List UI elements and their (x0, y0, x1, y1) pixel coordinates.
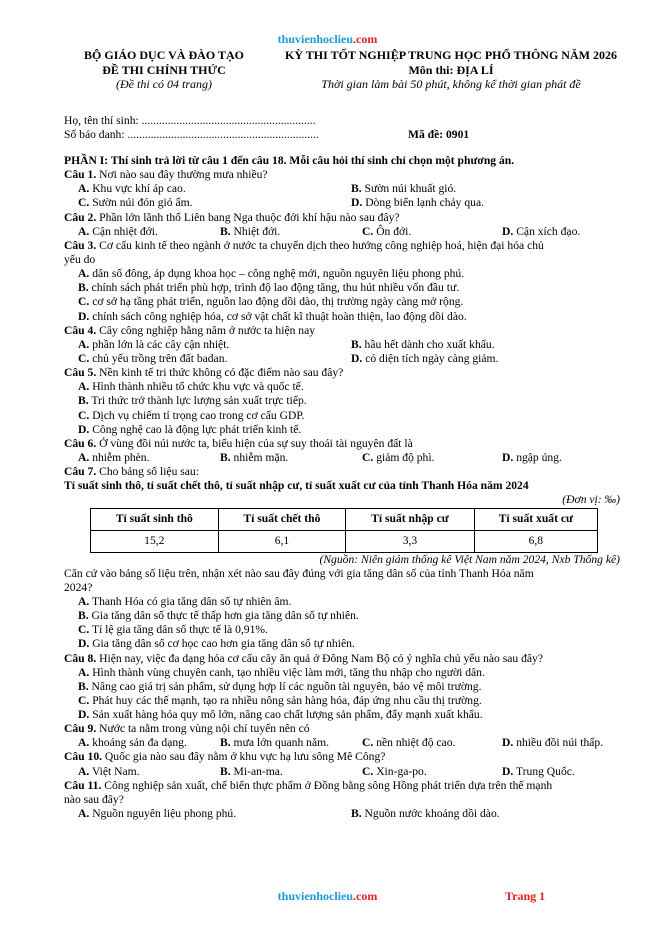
time-note: Thời gian làm bài 50 phút, không kể thời gian phát đề (321, 77, 581, 92)
candidate-name-field[interactable]: Họ, tên thí sinh: ............................................................ (64, 114, 316, 127)
option-text: Dịch vụ chiếm tỉ trọng cao trong cơ cấu GDP. (92, 408, 305, 422)
option-letter: A. (78, 450, 90, 464)
question-number: Câu 3. (64, 238, 97, 252)
question-number: Câu 1. (64, 168, 97, 182)
question-2 (64, 211, 624, 225)
option-letter: A. (78, 267, 90, 281)
option-letter: D. (78, 309, 90, 323)
options-q1-cd (64, 196, 624, 210)
table-source: (Nguồn: Niên giám thống kê Việt Nam năm 2024, Nxb Thống kê) (319, 552, 620, 566)
option-letter: D. (351, 351, 363, 365)
question-3 (64, 239, 624, 253)
option-text: Sườn núi khuất gió. (364, 182, 457, 196)
option-b[interactable] (64, 680, 624, 694)
option-text: Thanh Hóa có gia tăng dân số tự nhiên âm. (91, 594, 292, 608)
option-text: phần lớn là các cây cận nhiệt. (92, 337, 230, 351)
option-letter: C. (362, 450, 374, 464)
option-b[interactable] (64, 394, 624, 408)
question-prompt: Căn cứ vào bảng số liệu trên, nhận xét nào sau đây đúng với gia tăng dân số của tỉnh Thanh Hóa năm (64, 566, 534, 580)
options-q10 (64, 765, 624, 779)
option-letter: D. (502, 764, 514, 778)
question-text: Nước ta nằm trong vùng nội chí tuyến nên có (96, 722, 310, 736)
option-text: giảm độ phì. (376, 450, 435, 464)
question-text: Cho bảng số liệu sau: (96, 465, 199, 479)
question-number: Câu 9. (64, 722, 97, 736)
option-letter: A. (78, 182, 90, 196)
option-text: chính sách công nghiệp hóa, cơ sở vật chất kĩ thuật hoàn thiện, lao động dồi dào. (92, 309, 467, 323)
option-letter: B. (351, 182, 362, 196)
site-name: thuvienhoclieu (277, 32, 354, 46)
option-d[interactable] (64, 310, 624, 324)
candidate-id-field[interactable]: Số báo danh: .................................................................. (64, 128, 319, 141)
option-b[interactable] (64, 281, 624, 295)
options-q4-cd (64, 352, 624, 366)
table-header-cell: Tỉ suất nhập cư (346, 508, 474, 530)
option-text: có diện tích ngày càng giảm. (365, 351, 499, 365)
option-text: nhiễm mặn. (233, 450, 289, 464)
question-number: Câu 5. (64, 366, 97, 380)
ministry-header (64, 48, 264, 92)
option-text: Nguồn nguyên liệu phong phú. (92, 807, 237, 821)
question-11 (64, 779, 624, 793)
option-letter: B. (78, 394, 89, 408)
site-name: thuvienhoclieu (277, 889, 354, 903)
exam-body (64, 154, 624, 821)
option-d[interactable] (64, 708, 624, 722)
exam-subject: Môn thi: ĐỊA LÍ (408, 62, 494, 77)
option-text: Dòng biển lạnh chảy qua. (365, 196, 484, 210)
option-letter: B. (220, 224, 231, 238)
option-text: chủ yếu trồng trên đất badan. (92, 351, 228, 365)
option-letter: A. (78, 224, 90, 238)
option-d[interactable] (502, 225, 624, 239)
option-text: Nguồn nước khoáng dồi dào. (364, 807, 500, 821)
option-letter: D. (502, 224, 514, 238)
option-text: Hình thành nhiều tổ chức khu vực và quốc tế. (92, 380, 304, 394)
option-text: Phát huy các thế mạnh, tạo ra nhiều nông sản hàng hóa, đáp ứng nhu cầu thị trường. (92, 693, 482, 707)
option-letter: C. (362, 224, 374, 238)
option-text: mưa lớn quanh năm. (233, 736, 330, 750)
question-text-cont: nào sau đây? (64, 792, 124, 806)
option-a[interactable] (64, 380, 624, 394)
option-d[interactable] (502, 451, 624, 465)
option-a[interactable] (78, 338, 351, 352)
option-c[interactable] (64, 409, 624, 423)
option-letter: D. (502, 450, 514, 464)
site-domain: .com (353, 889, 378, 903)
question-text: Công nghiệp sản xuất, chế biến thực phẩm ở Đồng bằng sông Hồng phát triển dựa trên thế mạnh (101, 778, 553, 792)
option-text: Gia tăng dân số thực tế thấp hơn gia tăng dân số tự nhiên. (91, 609, 359, 623)
option-text: nhiều đồi núi thấp. (516, 736, 604, 750)
option-d[interactable] (351, 196, 624, 210)
question-1 (64, 168, 624, 182)
question-8 (64, 652, 624, 666)
ministry-name: BỘ GIÁO DỤC VÀ ĐÀO TẠO (84, 48, 244, 62)
option-text: Xin-ga-po. (376, 764, 427, 778)
option-b[interactable] (220, 736, 362, 750)
option-letter: C. (78, 196, 90, 210)
option-a[interactable] (78, 451, 220, 465)
option-letter: B. (78, 281, 89, 295)
table-title: Tỉ suất sinh thô, tỉ suất chết thô, tỉ suất nhập cư, tỉ suất xuất cư của tỉnh Thanh Hóa năm 2024 (64, 479, 529, 493)
option-d[interactable] (502, 765, 624, 779)
site-watermark-top[interactable] (0, 32, 655, 47)
option-letter: B. (351, 337, 362, 351)
question-text: Nơi nào sau đây thường mưa nhiều? (96, 168, 268, 182)
table-header-row (91, 508, 598, 530)
option-text: Nhiệt đới. (233, 224, 281, 238)
option-a[interactable] (78, 736, 220, 750)
option-b[interactable] (220, 225, 362, 239)
option-text: cơ sở hạ tầng phát triển, nguồn lao động dồi dào, thị trường ngày càng mở rộng. (92, 295, 464, 309)
option-c[interactable] (362, 765, 502, 779)
option-letter: B. (220, 764, 231, 778)
option-letter: D. (78, 708, 90, 722)
part1-title: PHẦN I: Thí sinh trả lời từ câu 1 đến câu 18. Mỗi câu hỏi thí sinh chỉ chọn một phương án. (64, 154, 515, 167)
table-row (91, 530, 598, 552)
question-5 (64, 366, 624, 380)
option-letter: D. (78, 422, 90, 436)
option-letter: C. (78, 408, 90, 422)
options-q9 (64, 736, 624, 750)
question-7 (64, 465, 624, 479)
question-number: Câu 11. (64, 778, 102, 792)
option-a[interactable] (64, 666, 624, 680)
option-letter: A. (78, 807, 90, 821)
option-a[interactable] (64, 595, 624, 609)
question-text: Phần lớn lãnh thổ Liên bang Nga thuộc đới khí hậu nào sau đây? (96, 210, 400, 224)
question-number: Câu 10. (64, 750, 103, 764)
option-d[interactable] (502, 736, 624, 750)
option-b[interactable] (351, 182, 624, 196)
option-letter: A. (78, 736, 90, 750)
option-letter: C. (362, 764, 374, 778)
question-number: Câu 7. (64, 465, 97, 479)
question-text: Quốc gia nào sau đây nằm ở khu vực hạ lưu sông Mê Công? (102, 750, 386, 764)
question-4 (64, 324, 624, 338)
option-c[interactable] (78, 196, 351, 210)
option-letter: B. (220, 450, 231, 464)
option-b[interactable] (351, 338, 624, 352)
option-c[interactable] (78, 352, 351, 366)
option-c[interactable] (64, 295, 624, 309)
question-number: Câu 4. (64, 323, 97, 337)
table-header-cell: Tỉ suất sinh thô (91, 508, 219, 530)
question-10 (64, 750, 624, 764)
option-b[interactable] (220, 765, 362, 779)
option-letter: A. (78, 380, 90, 394)
options-q2 (64, 225, 624, 239)
option-text: Việt Nam. (91, 764, 140, 778)
option-d[interactable] (64, 423, 624, 437)
option-c[interactable] (64, 694, 624, 708)
exam-title: KỲ THI TỐT NGHIỆP TRUNG HỌC PHỔ THÔNG NĂM 2026 (285, 48, 617, 62)
site-watermark-bottom[interactable] (0, 889, 655, 904)
question-6 (64, 437, 624, 451)
table-header-cell: Tỉ suất xuất cư (474, 508, 597, 530)
option-text: Cận nhiệt đới. (92, 224, 158, 238)
option-d[interactable] (351, 352, 624, 366)
options-q11 (64, 807, 624, 821)
option-text: Sản xuất hàng hóa quy mô lớn, nâng cao chất lượng sản phẩm, đẩy mạnh xuất khẩu. (92, 708, 483, 722)
site-domain: .com (353, 32, 378, 46)
option-letter: D. (78, 637, 90, 651)
option-text: Công nghệ cao là động lực phát triển kinh tế. (92, 422, 302, 436)
option-letter: D. (502, 736, 514, 750)
option-letter: C. (78, 351, 90, 365)
option-text: Ôn đới. (376, 224, 412, 238)
option-letter: C. (362, 736, 374, 750)
option-text: nhiễm phèn. (92, 450, 150, 464)
option-letter: D. (351, 196, 363, 210)
option-a[interactable] (78, 765, 220, 779)
table-cell: 6,1 (218, 530, 346, 552)
table-cell: 3,3 (346, 530, 474, 552)
option-letter: A. (78, 764, 90, 778)
question-text: Cây công nghiệp hằng năm ở nước ta hiện nay (96, 323, 316, 337)
option-text: Hình thành vùng chuyên canh, tạo nhiều việc làm mới, tăng thu nhập cho người dân. (92, 665, 485, 679)
option-text: Cận xích đạo. (516, 224, 581, 238)
option-text: Tri thức trở thành lực lượng sản xuất trực tiếp. (91, 394, 307, 408)
option-letter: A. (78, 337, 90, 351)
option-text: Mi-an-ma. (233, 764, 283, 778)
option-c[interactable] (362, 451, 502, 465)
option-b[interactable] (64, 609, 624, 623)
data-table (90, 508, 598, 553)
option-c[interactable] (362, 225, 502, 239)
option-text: Trung Quốc. (515, 764, 575, 778)
option-a[interactable] (78, 225, 220, 239)
option-a[interactable] (64, 267, 624, 281)
option-text: Tỉ lệ gia tăng dân số thực tế là 0,91%. (91, 623, 268, 637)
option-letter: B. (78, 609, 89, 623)
question-text: Cơ cấu kinh tế theo ngành ở nước ta chuyển dịch theo hướng công nghiệp hoá, hiện đại hóa chủ (96, 238, 544, 252)
option-text: ngập úng. (516, 450, 562, 464)
option-text: dân số đông, áp dụng khoa học – công nghệ mới, nguồn nguyên liệu phong phú. (92, 267, 465, 281)
options-q6 (64, 451, 624, 465)
option-letter: B. (78, 679, 89, 693)
option-b[interactable] (351, 807, 624, 821)
option-letter: C. (78, 295, 90, 309)
table-unit: (Đơn vị: ‰) (562, 493, 620, 507)
exam-type: ĐỀ THI CHÍNH THỨC (102, 62, 226, 77)
option-d[interactable] (64, 637, 624, 651)
option-letter: C. (78, 623, 90, 637)
question-prompt-cont: 2024? (64, 580, 93, 594)
option-c[interactable] (64, 623, 624, 637)
option-a[interactable] (78, 182, 351, 196)
option-letter: A. (78, 594, 90, 608)
option-letter: C. (78, 693, 90, 707)
question-text: Ở vùng đồi núi nước ta, biểu hiện của sự suy thoái tài nguyên đất là (96, 436, 413, 450)
option-text: nền nhiệt độ cao. (376, 736, 456, 750)
options-q1 (64, 182, 624, 196)
question-number: Câu 2. (64, 210, 97, 224)
option-text: chính sách phát triển phù hợp, trình độ lao động tăng, thu hút nhiều vốn đầu tư. (91, 281, 460, 295)
question-9 (64, 722, 624, 736)
option-b[interactable] (220, 451, 362, 465)
page-number: Trang 1 (505, 889, 546, 903)
options-q4 (64, 338, 624, 352)
option-text: hầu hết dành cho xuất khẩu. (364, 337, 495, 351)
option-text: khoáng sản đa dạng. (92, 736, 187, 750)
option-a[interactable] (78, 807, 351, 821)
option-text: Gia tăng dân số cơ học cao hơn gia tăng dân số tự nhiên. (92, 637, 355, 651)
table-header-cell: Tỉ suất chết thô (218, 508, 346, 530)
option-letter: B. (220, 736, 231, 750)
option-text: Sườn núi đón gió ẩm. (92, 196, 193, 210)
option-text: Khu vực khí áp cao. (92, 182, 186, 196)
option-letter: A. (78, 665, 90, 679)
option-letter: B. (351, 807, 362, 821)
table-cell: 6,8 (474, 530, 597, 552)
option-c[interactable] (362, 736, 502, 750)
option-text: Nâng cao giá trị sản phẩm, sử dụng hợp lí các nguồn tài nguyên, bảo vệ môi trường. (91, 679, 482, 693)
exam-code: Mã đề: 0901 (408, 128, 470, 141)
question-number: Câu 6. (64, 436, 97, 450)
exam-header (270, 48, 632, 92)
question-text: Hiện nay, việc đa dạng hóa cơ cấu cây ăn quả ở Đông Nam Bộ có ý nghĩa chủ yếu nào sau đây? (96, 651, 543, 665)
question-text-cont: yếu do (64, 252, 96, 266)
question-number: Câu 8. (64, 651, 97, 665)
question-text: Nền kinh tế tri thức không có đặc điểm nào sau đây? (96, 366, 344, 380)
pages-note: (Đề thi có 04 trang) (116, 77, 212, 92)
table-cell: 15,2 (91, 530, 219, 552)
candidate-info (64, 114, 624, 142)
